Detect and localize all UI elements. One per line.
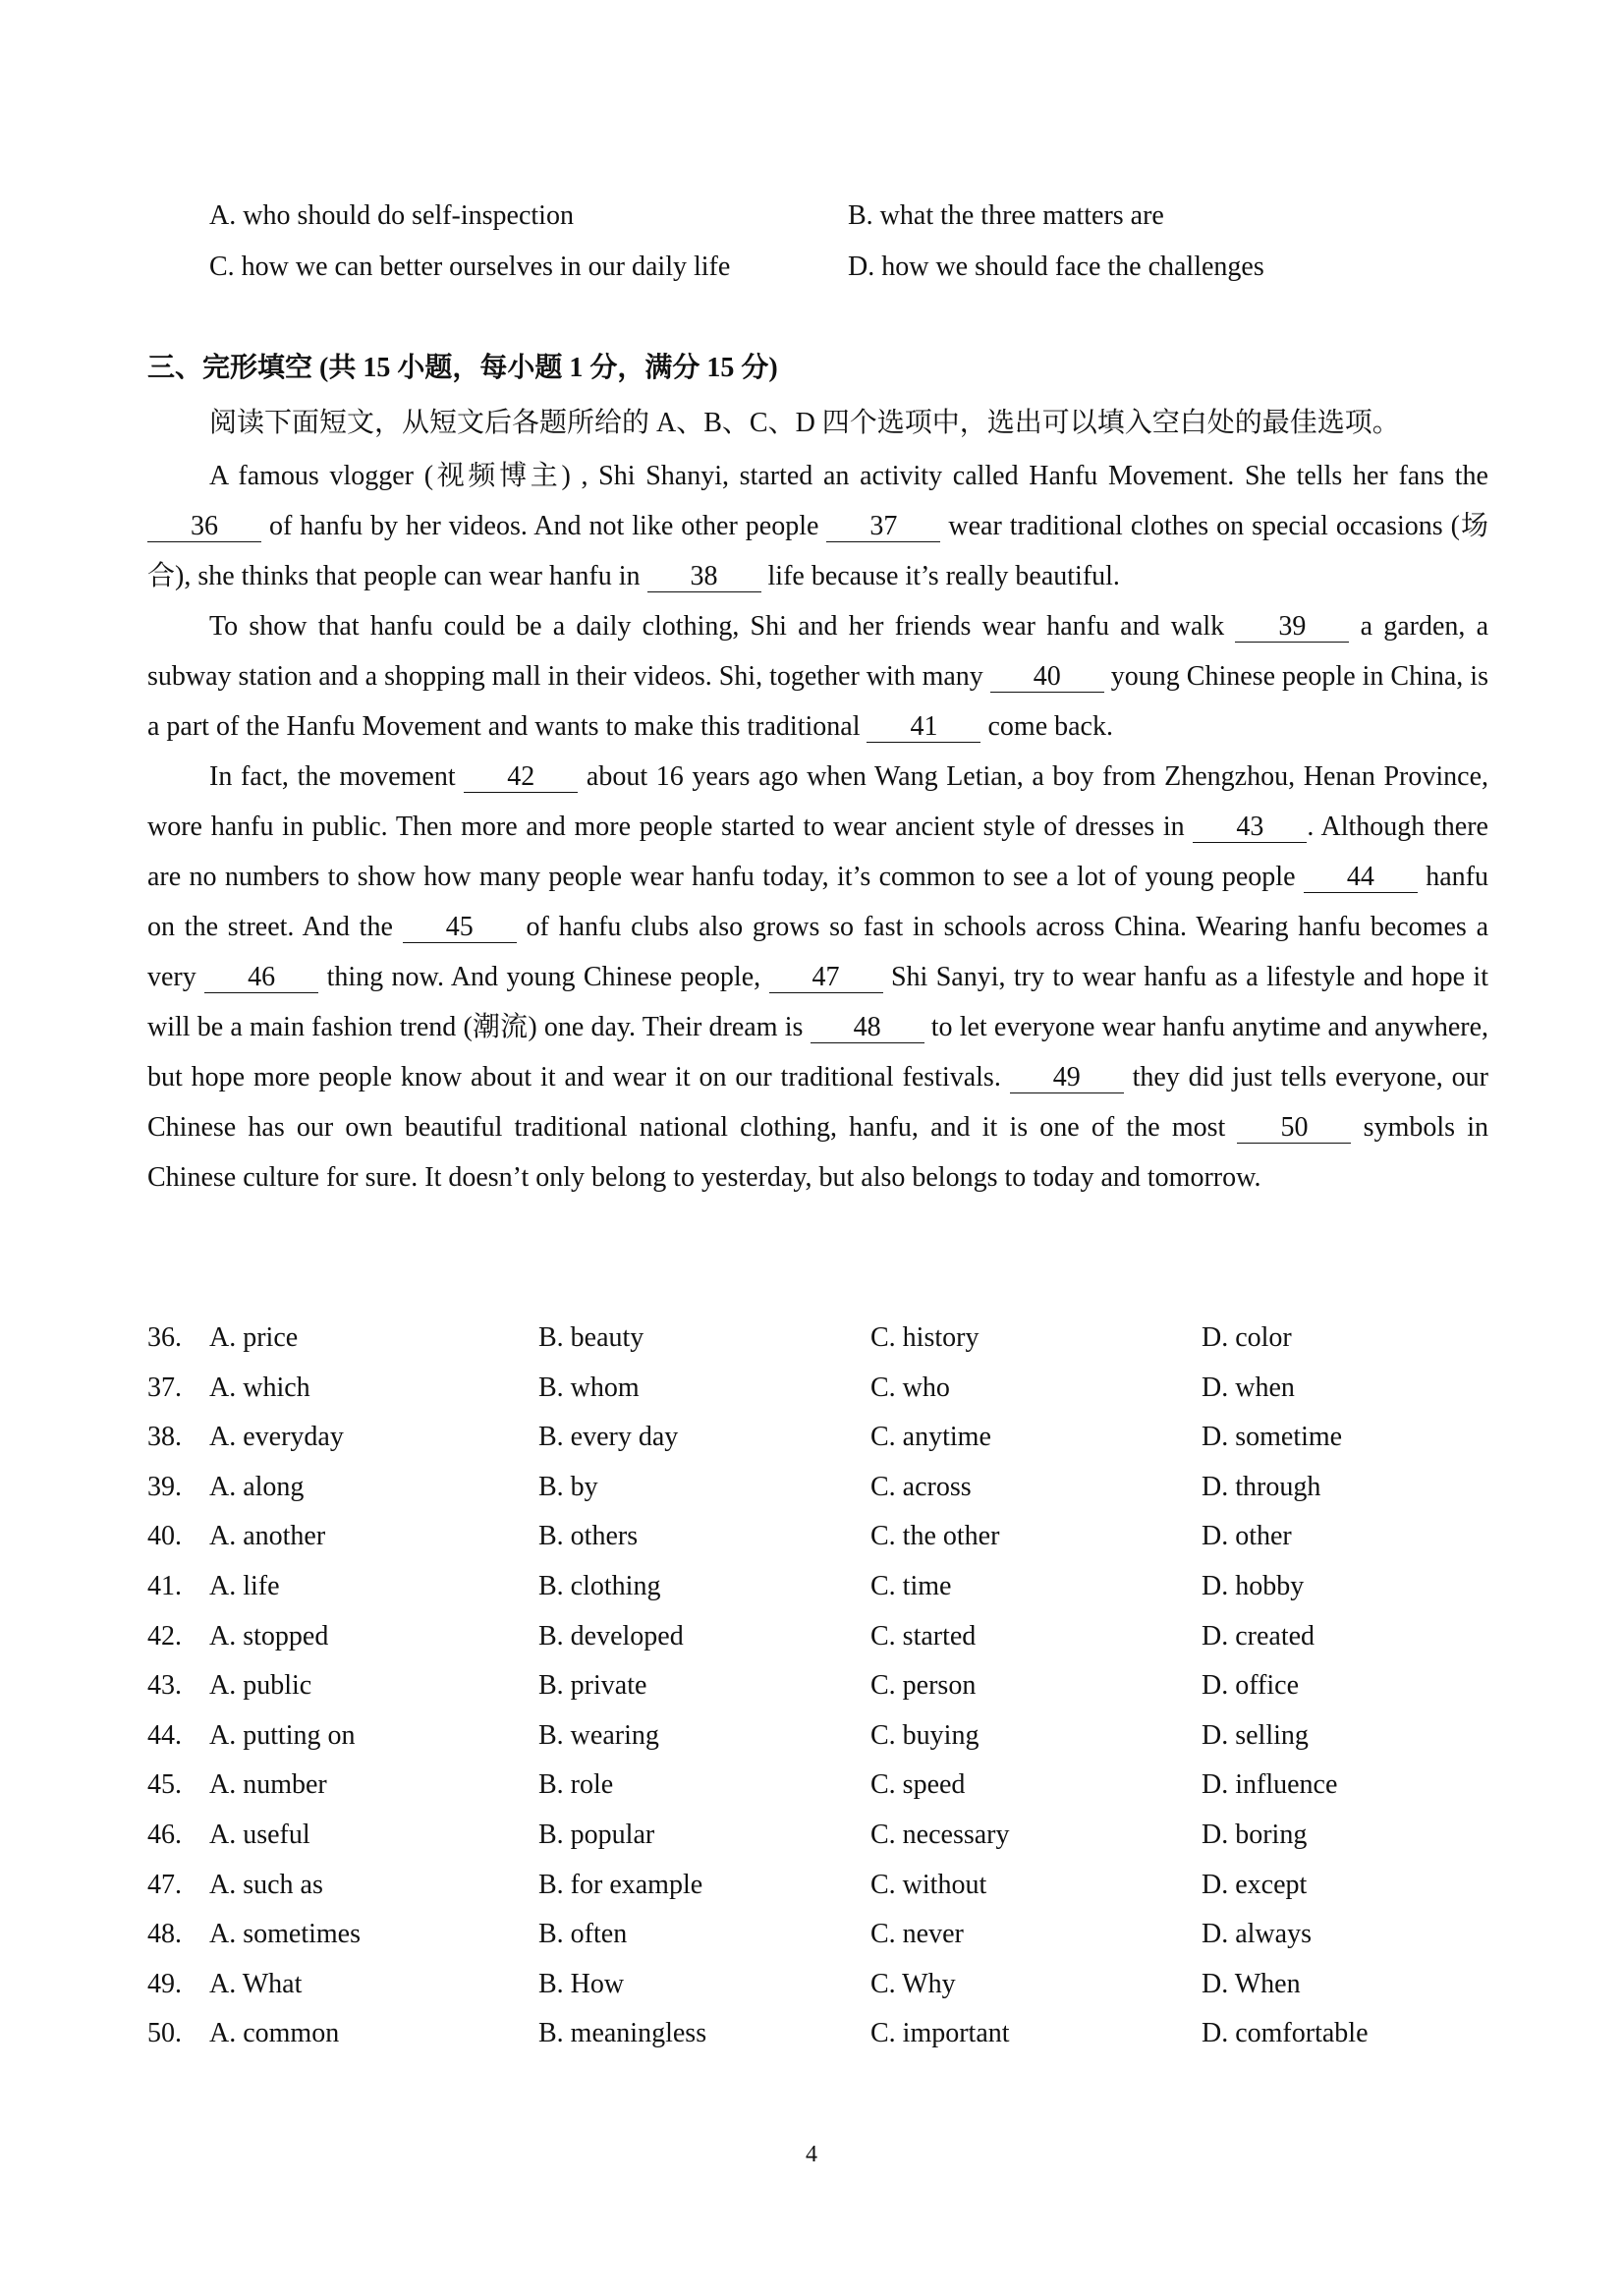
option-d: D. except [1202, 1869, 1308, 1900]
option-c: C. how we can better ourselves in our daily life [209, 252, 731, 282]
option-d: D. selling [1202, 1719, 1309, 1751]
option-c: C. anytime [870, 1422, 991, 1453]
page-number: 4 [806, 2142, 817, 2167]
section-instruction: 阅读下面短文，从短文后各题所给的 A、B、C、D 四个选项中，选出可以填入空白处的最佳选项。 [209, 408, 1400, 438]
question-row [147, 1664, 1496, 1714]
passage-paragraph [147, 451, 1488, 601]
passage-text: Shi Sanyi, try to wear hanfu as a lifestyle and hope it will be a main fashion trend (潮流) one day. Their dream is [147, 962, 1488, 1042]
option-a: A. price [209, 1322, 299, 1353]
question-number: 47. [147, 1869, 182, 1900]
passage-text: come back. [980, 711, 1113, 742]
option-d: D. When [1202, 1968, 1301, 1999]
option-b: B. meaningless [538, 2018, 707, 2049]
question-row [147, 1367, 1496, 1417]
question-row [147, 1764, 1496, 1814]
blank-40: 40 [990, 662, 1104, 693]
option-a: A. everyday [209, 1422, 344, 1453]
blank-41: 41 [867, 712, 980, 743]
blank-42: 42 [464, 762, 578, 793]
option-a: A. number [209, 1769, 327, 1801]
question-row [147, 1814, 1496, 1864]
option-a: A. What [209, 1968, 303, 1999]
question-number: 41. [147, 1570, 182, 1601]
question-number: 45. [147, 1769, 182, 1801]
blank-36: 36 [147, 512, 261, 542]
option-c: C. time [870, 1570, 952, 1601]
option-c: C. without [870, 1869, 987, 1900]
passage-text: In fact, the movement [209, 761, 465, 792]
option-b: B. clothing [538, 1570, 661, 1601]
passage-paragraph [147, 601, 1488, 752]
question-number: 39. [147, 1471, 182, 1502]
passage-text: they did just tells everyone, our Chinese has our own beautiful traditional national clothing, hanfu, and it is one of the most [147, 1062, 1488, 1143]
option-b: B. private [538, 1670, 647, 1702]
question-number: 43. [147, 1670, 182, 1702]
option-c: C. across [870, 1471, 972, 1502]
passage-text: about 16 years ago when Wang Letian, a boy from Zhengzhou, Henan Province, wore hanfu in public. Then more and more people started to wear ancient style of dresses in [147, 761, 1488, 842]
option-row [209, 246, 1486, 297]
question-row [147, 2012, 1496, 2062]
option-b: B. role [538, 1769, 614, 1801]
blank-39: 39 [1235, 612, 1349, 643]
option-a: A. stopped [209, 1620, 329, 1652]
passage-text: a garden, a subway station and a shopping mall in their videos. Shi, together with many [147, 611, 1489, 692]
question-row [147, 1714, 1496, 1764]
option-b: B. popular [538, 1819, 655, 1850]
option-c: C. necessary [870, 1819, 1010, 1850]
option-d: D. sometime [1202, 1422, 1343, 1453]
question-number: 42. [147, 1620, 182, 1652]
passage-text: . Although there are no numbers to show how many people wear hanfu today, it’s common to see a lot of young people [147, 812, 1488, 892]
option-d: D. boring [1202, 1819, 1308, 1850]
question-number: 38. [147, 1422, 182, 1453]
passage-text: life because it’s really beautiful. [760, 561, 1120, 591]
passage-text: hanfu on the street. And the [147, 862, 1488, 942]
option-c: C. buying [870, 1719, 979, 1751]
blank-44: 44 [1304, 863, 1418, 893]
blank-49: 49 [1010, 1063, 1124, 1093]
option-b: B. beauty [538, 1322, 644, 1353]
question-list [147, 1316, 1496, 2062]
question-row [147, 1615, 1496, 1665]
blank-38: 38 [647, 562, 761, 592]
option-a: A. another [209, 1521, 326, 1552]
question-number: 36. [147, 1322, 182, 1353]
option-c: C. never [870, 1919, 964, 1950]
option-c: C. person [870, 1670, 977, 1702]
blank-37: 37 [826, 512, 940, 542]
passage-text: wear traditional clothes on special occasions (场合), she thinks that people can wear hanfu in [147, 511, 1488, 591]
option-a: A. putting on [209, 1719, 356, 1751]
option-b: B. How [538, 1968, 625, 1999]
option-d: D. when [1202, 1372, 1295, 1403]
option-a: A. useful [209, 1819, 310, 1850]
passage-paragraph [147, 752, 1488, 1203]
option-c: C. started [870, 1620, 977, 1652]
passage-text: To show that hanfu could be a daily clothing, Shi and her friends wear hanfu and walk [209, 611, 1236, 642]
option-c: C. speed [870, 1769, 966, 1801]
option-a: A. sometimes [209, 1919, 361, 1950]
option-a: A. which [209, 1372, 310, 1403]
option-c: C. Why [870, 1968, 956, 1999]
option-a: A. public [209, 1670, 312, 1702]
question-row [147, 1864, 1496, 1914]
option-a: A. life [209, 1570, 280, 1601]
option-c: C. important [870, 2018, 1010, 2049]
question-row [147, 1963, 1496, 2013]
option-row [209, 195, 1486, 246]
option-d: D. influence [1202, 1769, 1338, 1801]
passage-text: A famous vlogger (视频博主) , Shi Shanyi, started an activity called Hanfu Movement. She tells her fans the [209, 461, 1488, 491]
option-b: B. wearing [538, 1719, 659, 1751]
option-a: A. along [209, 1471, 305, 1502]
passage-text: of hanfu clubs also grows so fast in schools across China. Wearing hanfu becomes a very [147, 912, 1488, 992]
option-d: D. comfortable [1202, 2018, 1369, 2049]
option-b: B. for example [538, 1869, 703, 1900]
option-d: D. office [1202, 1670, 1299, 1702]
passage-text: symbols in Chinese culture for sure. It doesn’t only belong to yesterday, but also belongs to today and tomorrow. [147, 1112, 1488, 1193]
question-row [147, 1515, 1496, 1565]
option-c: C. the other [870, 1521, 1000, 1552]
option-d: D. color [1202, 1322, 1292, 1353]
blank-48: 48 [811, 1013, 924, 1043]
option-b: B. others [538, 1521, 639, 1552]
question-row [147, 1913, 1496, 1963]
passage-text: thing now. And young Chinese people, [318, 962, 769, 992]
question-number: 37. [147, 1372, 182, 1403]
question-number: 49. [147, 1968, 182, 1999]
passage-text: to let everyone wear hanfu anytime and anywhere, but hope more people know about it and wear it on our traditional festivals. [147, 1012, 1488, 1092]
question-row [147, 1565, 1496, 1615]
passage-text: of hanfu by her videos. And not like other people [261, 511, 827, 541]
question-number: 46. [147, 1819, 182, 1850]
option-b: B. what the three matters are [848, 200, 1164, 231]
option-b: B. by [538, 1471, 598, 1502]
option-d: D. other [1202, 1521, 1292, 1552]
passage-text: young Chinese people in China, is a part of the Hanfu Movement and wants to make this traditional [147, 661, 1488, 742]
blank-46: 46 [204, 963, 318, 993]
section-title: 三、完形填空 (共 15 小题，每小题 1 分，满分 15 分) [147, 353, 778, 383]
question-number: 40. [147, 1521, 182, 1552]
cloze-passage [147, 451, 1488, 1203]
blank-43: 43 [1193, 812, 1307, 843]
question-row [147, 1466, 1496, 1516]
option-d: D. how we should face the challenges [848, 252, 1264, 282]
option-b: B. often [538, 1919, 628, 1950]
question-row [147, 1316, 1496, 1367]
option-d: D. created [1202, 1620, 1315, 1652]
previous-question-options [209, 195, 1486, 297]
question-number: 44. [147, 1719, 182, 1751]
option-a: A. who should do self-inspection [209, 200, 574, 231]
option-a: A. such as [209, 1869, 323, 1900]
option-d: D. always [1202, 1919, 1312, 1950]
question-number: 48. [147, 1919, 182, 1950]
blank-50: 50 [1237, 1113, 1351, 1144]
option-b: B. every day [538, 1422, 679, 1453]
option-d: D. hobby [1202, 1570, 1305, 1601]
option-d: D. through [1202, 1471, 1321, 1502]
option-c: C. history [870, 1322, 979, 1353]
option-a: A. common [209, 2018, 340, 2049]
option-c: C. who [870, 1372, 950, 1403]
question-number: 50. [147, 2018, 182, 2049]
question-row [147, 1416, 1496, 1466]
blank-47: 47 [769, 963, 883, 993]
option-b: B. developed [538, 1620, 684, 1652]
blank-45: 45 [403, 913, 517, 943]
option-b: B. whom [538, 1372, 640, 1403]
